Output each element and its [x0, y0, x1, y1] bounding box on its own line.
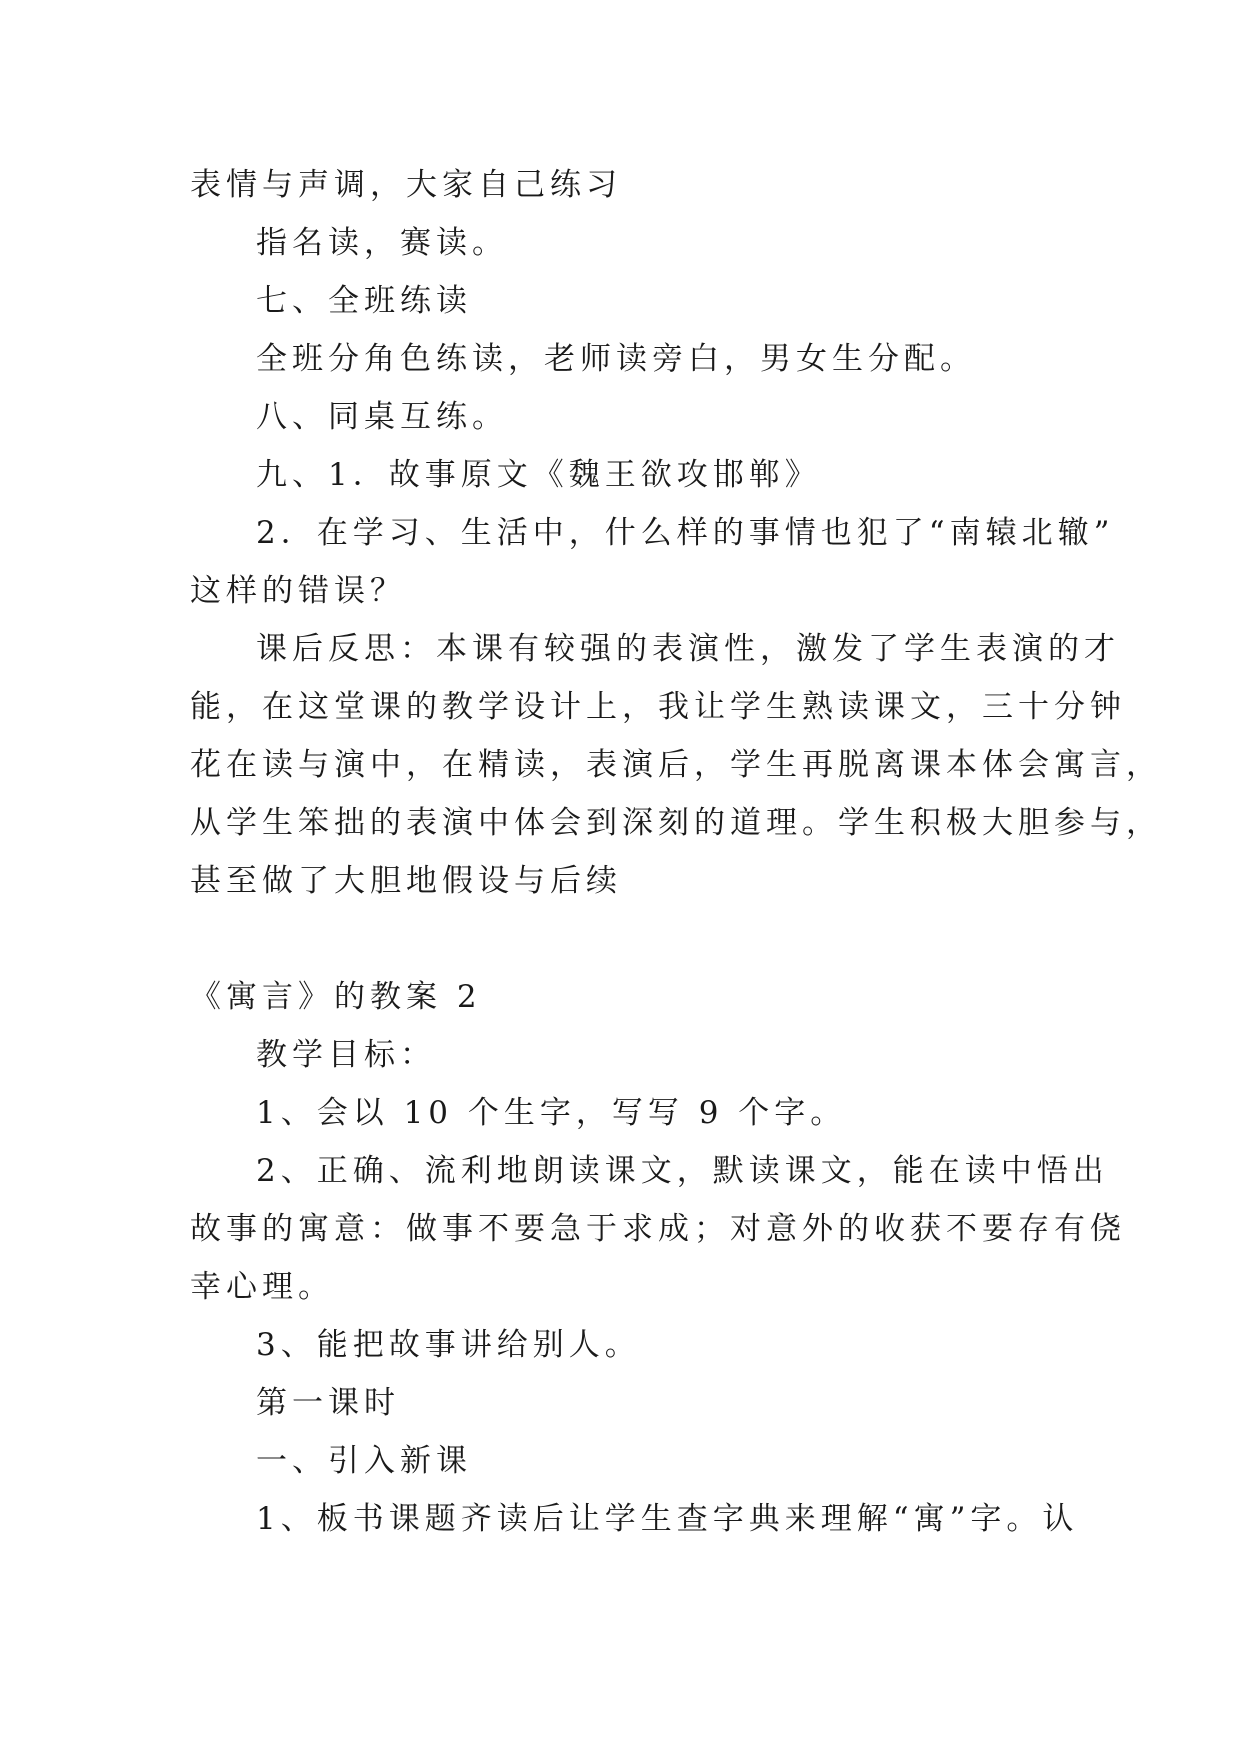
text-line: 指名读，赛读。	[256, 225, 508, 261]
section-heading: 九、1．故事原文《魏王欲攻邯郸》	[256, 457, 821, 493]
text-line: 表情与声调，大家自己练习	[190, 167, 622, 203]
list-item: 3、能把故事讲给别人。	[256, 1327, 641, 1363]
section-heading: 第一课时	[256, 1385, 400, 1421]
text-line: 全班分角色练读，老师读旁白，男女生分配。	[256, 341, 976, 377]
list-item: 1、板书课题齐读后让学生查字典来理解“寓”字。认	[256, 1501, 1079, 1537]
reflection-paragraph: 课后反思：本课有较强的表演性，激发了学生表演的才	[256, 631, 1120, 667]
text-line: 2．在学习、生活中，什么样的事情也犯了“南辕北辙”	[256, 515, 1115, 551]
list-item: 2、正确、流利地朗读课文，默读课文，能在读中悟出	[256, 1153, 1109, 1189]
text-line: 这样的错误？	[190, 573, 406, 609]
section-heading: 教学目标：	[256, 1037, 436, 1073]
section-heading: 八、同桌互练。	[256, 399, 508, 435]
section-heading: 七、全班练读	[256, 283, 472, 319]
text-line: 幸心理。	[190, 1269, 334, 1305]
list-item: 1、会以 10 个生字，写写 9 个字。	[256, 1095, 847, 1131]
text-line: 故事的寓意：做事不要急于求成；对意外的收获不要存有侥	[190, 1211, 1126, 1247]
text-line: 从学生笨拙的表演中体会到深刻的道理。学生积极大胆参与，	[190, 805, 1162, 841]
section-heading: 一、引入新课	[256, 1443, 472, 1479]
text-line: 花在读与演中，在精读，表演后，学生再脱离课本体会寓言，	[190, 747, 1162, 783]
text-line: 甚至做了大胆地假设与后续	[190, 863, 622, 899]
text-line: 能，在这堂课的教学设计上，我让学生熟读课文，三十分钟	[190, 689, 1126, 725]
document-title: 《寓言》的教案 2	[190, 979, 482, 1015]
